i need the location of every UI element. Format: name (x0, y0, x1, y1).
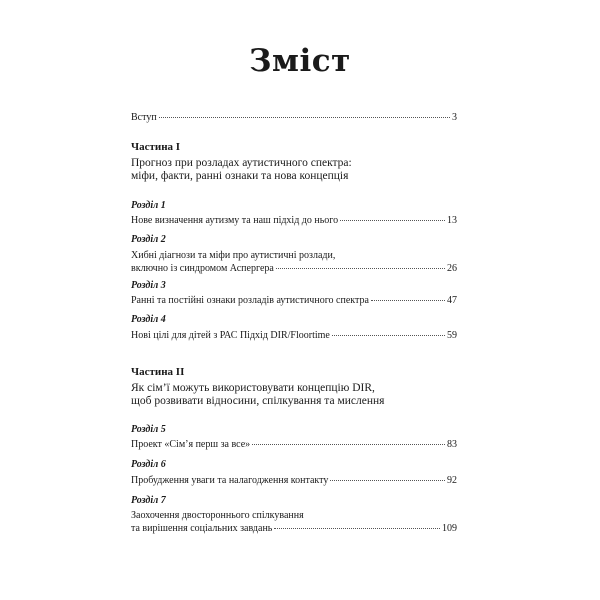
entry-text: Проект «Сім’я перш за все» (131, 439, 251, 450)
toc-entry-chapter-5 (131, 438, 457, 451)
chapter-7-label: Розділ 7 (131, 495, 166, 506)
chapter-1-label: Розділ 1 (131, 200, 166, 211)
page-number: 26 (447, 263, 457, 274)
dot-leader (340, 220, 445, 221)
entry-text: Вступ (131, 112, 157, 123)
page-number: 83 (447, 439, 457, 450)
entry-text: Хибні діагнози та міфи про аутистичні розлади, (131, 250, 336, 261)
entry-text: включно із синдромом Аспергера (131, 263, 274, 274)
chapter-6-label: Розділ 6 (131, 459, 166, 470)
part-title-line: міфи, факти, ранні ознаки та нова концепція (131, 170, 349, 182)
page-number: 47 (447, 295, 457, 306)
dot-leader (371, 300, 445, 301)
page-number: 92 (447, 475, 457, 486)
dot-leader (276, 268, 445, 269)
part-title-line: Як сім’ї можуть використовувати концепцію DIR, (131, 382, 375, 394)
part-2-label: Частина II (131, 366, 185, 378)
toc-entry-chapter-3 (131, 294, 457, 307)
toc-entry-chapter-4 (131, 329, 457, 342)
part-1-title (131, 157, 461, 183)
chapter-4-label: Розділ 4 (131, 314, 166, 325)
chapter-2-label: Розділ 2 (131, 234, 166, 245)
toc-entry-intro (131, 111, 457, 124)
entry-text: Заохочення двостороннього спілкування (131, 510, 304, 521)
dot-leader (332, 335, 445, 336)
toc-entry-chapter-2 (131, 249, 457, 275)
entry-text: Пробудження уваги та налагодження контакту (131, 475, 329, 486)
toc-entry-chapter-7 (131, 509, 457, 535)
dot-leader (330, 480, 445, 481)
chapter-5-label: Розділ 5 (131, 424, 166, 435)
page-number: 109 (442, 523, 457, 534)
page-title: Зміст (249, 43, 351, 79)
page-number: 59 (447, 330, 457, 341)
toc-entry-chapter-6 (131, 474, 457, 487)
page-number: 13 (447, 215, 457, 226)
toc-entry-chapter-1 (131, 214, 457, 227)
page-number: 3 (452, 112, 457, 123)
part-title-line: Прогноз при розладах аутистичного спектра: (131, 157, 352, 169)
dot-leader (252, 444, 445, 445)
entry-text: Ранні та постійні ознаки розладів аутистичного спектра (131, 295, 369, 306)
part-1-label: Частина I (131, 141, 181, 153)
dot-leader (159, 117, 450, 118)
entry-text: Нові цілі для дітей з РАС Підхід DIR/Floortime (131, 330, 330, 341)
entry-text: Нове визначення аутизму та наш підхід до нього (131, 215, 339, 226)
chapter-3-label: Розділ 3 (131, 280, 166, 291)
part-2-title (131, 382, 461, 408)
entry-text: та вирішення соціальних завдань (131, 523, 273, 534)
dot-leader (274, 528, 440, 529)
part-title-line: щоб розвивати відносини, спілкування та мислення (131, 395, 385, 407)
